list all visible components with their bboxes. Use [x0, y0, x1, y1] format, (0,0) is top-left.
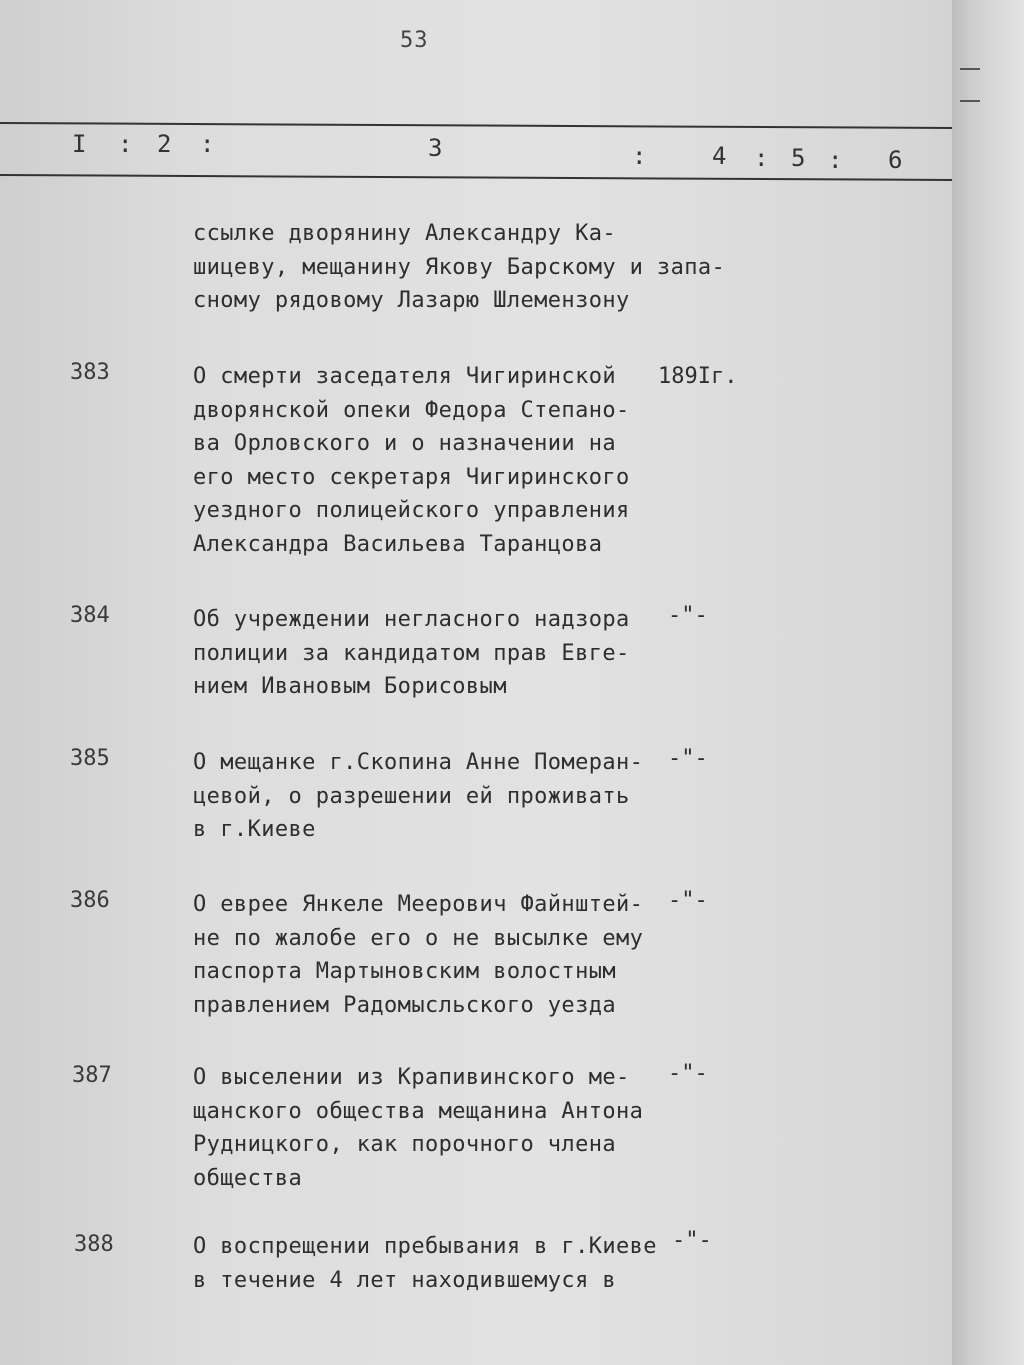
- header-top-rule: [0, 122, 952, 129]
- text-line: общества: [193, 1165, 303, 1191]
- column-separator: :: [118, 130, 133, 158]
- entry-number: 383: [70, 360, 110, 385]
- text-line: не по жалобе его о не высылке ему: [193, 925, 644, 951]
- column-header-3: 3: [428, 134, 443, 162]
- column-separator: :: [754, 144, 769, 172]
- edge-mark: [960, 68, 980, 70]
- text-line: цевой, о разрешении ей проживать: [193, 783, 630, 809]
- text-line: его место секретаря Чигиринского: [193, 464, 630, 490]
- text-line: правлением Радомысльского уезда: [193, 992, 616, 1018]
- text-line: нием Ивановым Борисовым: [193, 674, 507, 699]
- text-line: уездного полицейского управления: [193, 498, 630, 523]
- column-header-4: 4: [712, 142, 727, 170]
- text-line: О выселении из Крапивинского ме-: [193, 1065, 630, 1090]
- text-line: ва Орловского и о назначении на: [193, 431, 616, 456]
- entry-number: 385: [70, 746, 110, 771]
- entry-date: -"-: [668, 746, 708, 771]
- column-header-2: 2: [157, 130, 172, 158]
- text-line: полиции за кандидатом прав Евге-: [193, 640, 630, 666]
- text-line: в течение 4 лет находившемуся в: [193, 1267, 616, 1293]
- text-line: сному рядовому Лазарю Шлемензону: [193, 288, 630, 313]
- edge-mark: [960, 100, 980, 102]
- text-line: ссылке дворянину Александру Ка-: [193, 221, 616, 246]
- entry-date: -"-: [668, 603, 708, 628]
- text-line: Рудницкого, как порочного члена: [193, 1132, 616, 1157]
- entry-description: [193, 603, 630, 704]
- entry-date: -"-: [668, 1061, 708, 1086]
- column-header-5: 5: [791, 144, 806, 172]
- column-header-1: I: [72, 130, 87, 158]
- page-edge: [952, 0, 1024, 1365]
- column-header-6: 6: [888, 146, 903, 174]
- text-line: Александра Васильева Таранцова: [193, 531, 603, 557]
- entry-description: [193, 888, 643, 1022]
- column-separator: :: [828, 146, 843, 174]
- entry-number: 386: [70, 888, 110, 913]
- entry-description: [193, 1230, 657, 1297]
- header-bottom-rule: [0, 174, 952, 181]
- entry-number: 388: [74, 1232, 114, 1257]
- column-separator: :: [632, 142, 647, 170]
- entry-date: -"-: [668, 888, 708, 913]
- text-line: щанского общества мещанина Антона: [193, 1098, 644, 1124]
- text-line: Об учреждении негласного надзора: [193, 607, 630, 632]
- entry-date: -"-: [672, 1228, 712, 1253]
- entry-description: [193, 360, 630, 561]
- entry-description: [193, 746, 643, 847]
- text-line: в г.Киеве: [193, 817, 316, 842]
- text-line: О мещанке г.Скопина Анне Померан-: [193, 750, 644, 775]
- text-line: шицеву, мещанину Якову Барскому и запа-: [193, 254, 726, 280]
- continuation-text: [193, 217, 725, 318]
- text-line: паспорта Мартыновским волостным: [193, 959, 616, 984]
- column-separator: :: [200, 130, 215, 158]
- entry-date: 189Iг.: [658, 364, 738, 389]
- text-line: О еврее Янкеле Меерович Файнштей-: [193, 892, 644, 917]
- entry-number: 387: [72, 1063, 112, 1088]
- entry-description: [193, 1061, 643, 1195]
- text-line: дворянской опеки Федора Степано-: [193, 397, 630, 423]
- text-line: О воспрещении пребывания в г.Киеве: [193, 1234, 657, 1259]
- entry-number: 384: [70, 603, 110, 628]
- page-number: 53: [400, 28, 429, 53]
- text-line: О смерти заседателя Чигиринской: [193, 364, 616, 389]
